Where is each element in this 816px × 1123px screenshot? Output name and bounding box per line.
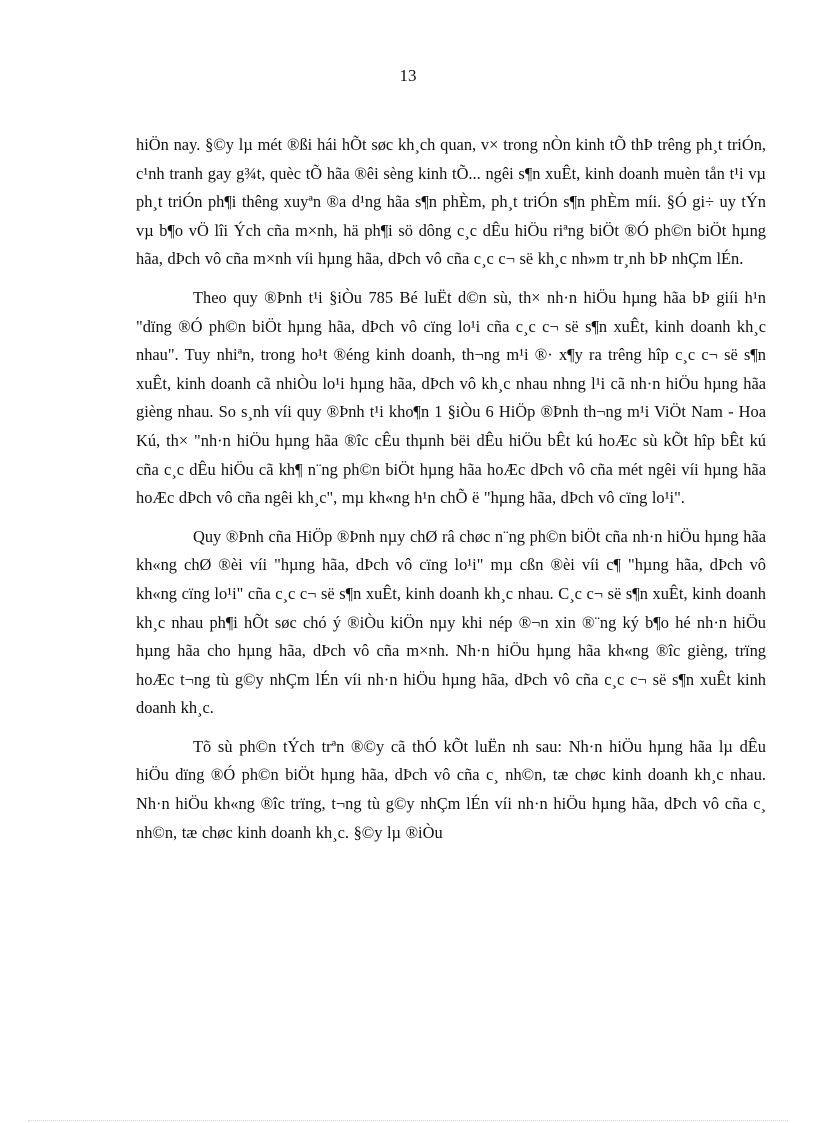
body-text [136, 131, 766, 847]
page-number: 13 [399, 66, 417, 85]
paragraph-4: Tõ sù ph©n tÝch trªn ®©y cã thÓ kÕt luËn nh sau: Nh·n hiÖu hµng hãa lµ dÊu hiÖu dïng ®Ó ph©n biÖt hµng hãa, dÞch vô cña c¸ nh©n, tæ chøc kinh doanh kh¸c nhau. Nh·n hiÖu kh«ng ®îc trïng, t¬ng tù g©y nhÇm lÉn víi nh·n hiÖu hµng hãa, dÞch vô cña c¸ nh©n, tæ chøc kinh doanh kh¸c. §©y lµ ®iÒu [136, 736, 766, 842]
paragraph-3: Quy ®Þnh cña HiÖp ®Þnh nµy chØ râ chøc n¨ng ph©n biÖt cña nh·n hiÖu hµng hãa kh«ng chØ ®èi víi "hµng hãa, dÞch vô cïng lo¹i" mµ cßn ®èi víi c¶ "hµng hãa, dÞch vô kh«ng cïng lo¹i" cña c¸c c¬ së s¶n xuÊt, kinh doanh kh¸c nhau. C¸c c¬ së s¶n xuÊt, kinh doanh kh¸c nhau ph¶i hÕt søc chó ý ®iÒu kiÖn nµy khi nép ®¬n xin ®¨ng ký b¶o hé nh·n hiÖu hµng hãa cho hµng hãa, dÞch vô cña m×nh. Nh·n hiÖu hµng hãa kh«ng ®îc gièng, trïng hoÆc t¬ng tù g©y nhÇm lÉn víi nh·n hiÖu hµng hãa, dÞch vô cña c¸c c¬ së s¶n xuÊt kinh doanh kh¸c. [136, 526, 766, 718]
page-bottom-divider [28, 1120, 788, 1121]
paragraph-1: hiÖn nay. §©y lµ mét ®ßi hái hÕt søc kh¸ch quan, v× trong nÒn kinh tÕ thÞ trêng ph¸t triÓn, c¹nh tranh gay g¾t, quèc tÕ hãa ®êi sèng kinh tÕ... ngêi s¶n xuÊt, kinh doanh muèn tån t¹i vµ ph¸t triÓn ph¶i thêng xuyªn ®a d¹ng hãa s¶n phÈm, ph¸t triÓn s¶n phÈm míi. §Ó gi÷ uy tÝn vµ b¶o vÖ lîi Ých cña m×nh, hä ph¶i sö dông c¸c dÊu hiÖu riªng biÖt ®Ó ph©n biÖt hµng hãa, dÞch vô cña m×nh víi hµng hãa, dÞch vô cña c¸c c¬ së kh¸c nh»m tr¸nh bÞ nhÇm lÉn. [136, 135, 766, 269]
paragraph-2: Theo quy ®Þnh t¹i §iÒu 785 Bé luËt d©n sù, th× nh·n hiÖu hµng hãa bÞ giíi h¹n "dïng ®Ó ph©n biÖt hµng hãa, dÞch vô cïng lo¹i cña c¸c c¬ së s¶n xuÊt, kinh doanh kh¸c nhau". Tuy nhiªn, trong ho¹t ®éng kinh doanh, th¬ng m¹i ®· x¶y ra trêng hîp c¸c c¬ së s¶n xuÊt, kinh doanh cã nhiÒu lo¹i hµng hãa, dÞch vô kh¸c nhau nhng l¹i cã nh·n hiÖu hµng hãa gièng nhau. So s¸nh víi quy ®Þnh t¹i kho¶n 1 §iÒu 6 HiÖp ®Þnh th¬ng m¹i ViÖt Nam - Hoa Kú, th× "nh·n hiÖu hµng hãa ®îc cÊu thµnh bëi dÊu hiÖu bÊt kú hoÆc sù kÕt hîp bÊt kú cña c¸c dÊu hiÖu cã kh¶ n¨ng ph©n biÖt hµng hãa hoÆc dÞch vô cña mét ngêi víi hµng hãa hoÆc dÞch vô cña ngêi kh¸c", mµ kh«ng h¹n chÕ ë "hµng hãa, dÞch vô cïng lo¹i". [136, 287, 766, 508]
